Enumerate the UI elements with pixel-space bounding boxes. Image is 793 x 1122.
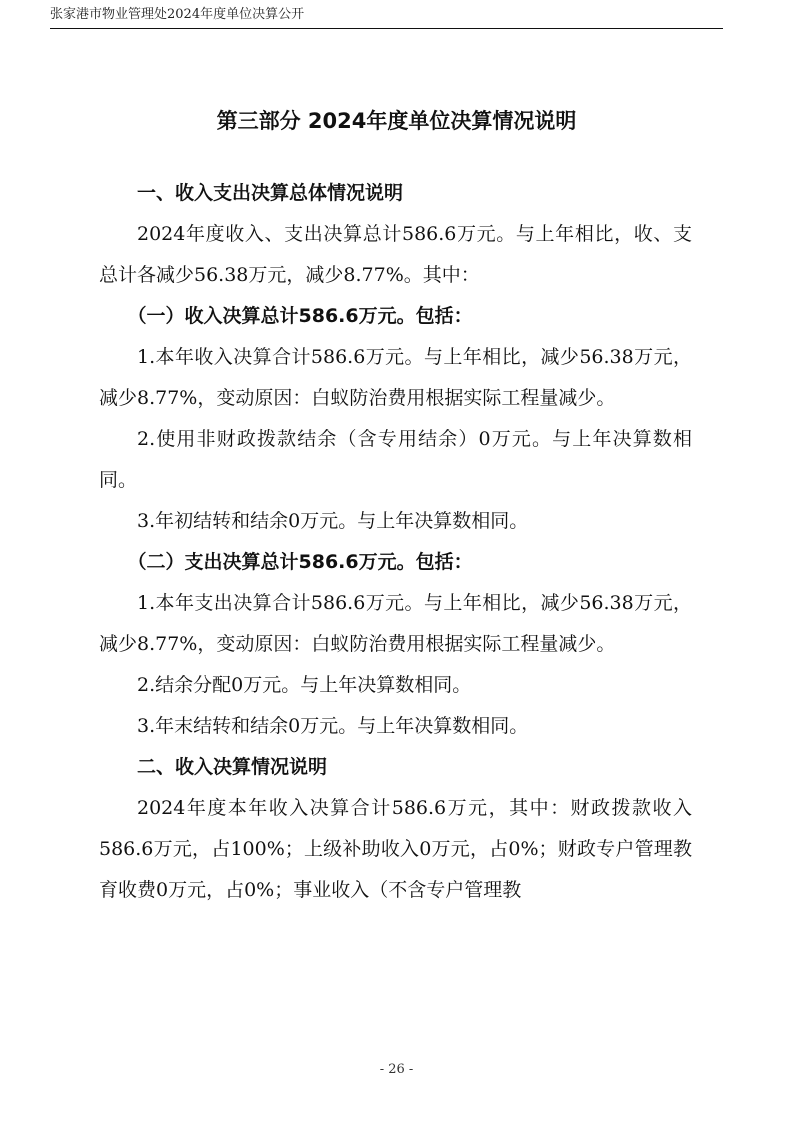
paragraph-summary: 2024年度收入、支出决算总计586.6万元。与上年相比，收、支总计各减少56.38万元，减少8.77%。其中： bbox=[99, 223, 692, 286]
paragraph-expense-3: 3.年末结转和结余0万元。与上年决算数相同。 bbox=[137, 715, 529, 737]
section-heading-1: 一、收入支出决算总体情况说明 bbox=[137, 182, 404, 204]
subsection-heading-income: （一）收入决算总计586.6万元。包括： bbox=[127, 305, 473, 327]
page-title: 第三部分 2024年度单位决算情况说明 bbox=[216, 109, 577, 133]
section-heading-2: 二、收入决算情况说明 bbox=[137, 756, 328, 778]
page-number: - 26 - bbox=[379, 1062, 414, 1077]
paragraph-income-detail: 2024年度本年收入决算合计586.6万元，其中：财政拨款收入586.6万元，占100%；上级补助收入0万元，占0%；财政专户管理教育收费0万元，占0%；事业收入（不含专户管理教 bbox=[99, 797, 692, 901]
paragraph-income-1: 1.本年收入决算合计586.6万元。与上年相比，减少56.38万元，减少8.77%，变动原因：白蚁防治费用根据实际工程量减少。 bbox=[99, 346, 692, 409]
header-divider bbox=[50, 28, 723, 29]
paragraph-income-2: 2.使用非财政拨款结余（含专用结余）0万元。与上年决算数相同。 bbox=[99, 428, 692, 491]
page-header: 张家港市物业管理处2024年度单位决算公开 bbox=[50, 7, 305, 22]
document-body bbox=[99, 173, 692, 911]
subsection-heading-expense: （二）支出决算总计586.6万元。包括： bbox=[127, 551, 473, 573]
paragraph-expense-1: 1.本年支出决算合计586.6万元。与上年相比，减少56.38万元，减少8.77%，变动原因：白蚁防治费用根据实际工程量减少。 bbox=[99, 592, 692, 655]
paragraph-income-3: 3.年初结转和结余0万元。与上年决算数相同。 bbox=[137, 510, 529, 532]
paragraph-expense-2: 2.结余分配0万元。与上年决算数相同。 bbox=[137, 674, 472, 696]
